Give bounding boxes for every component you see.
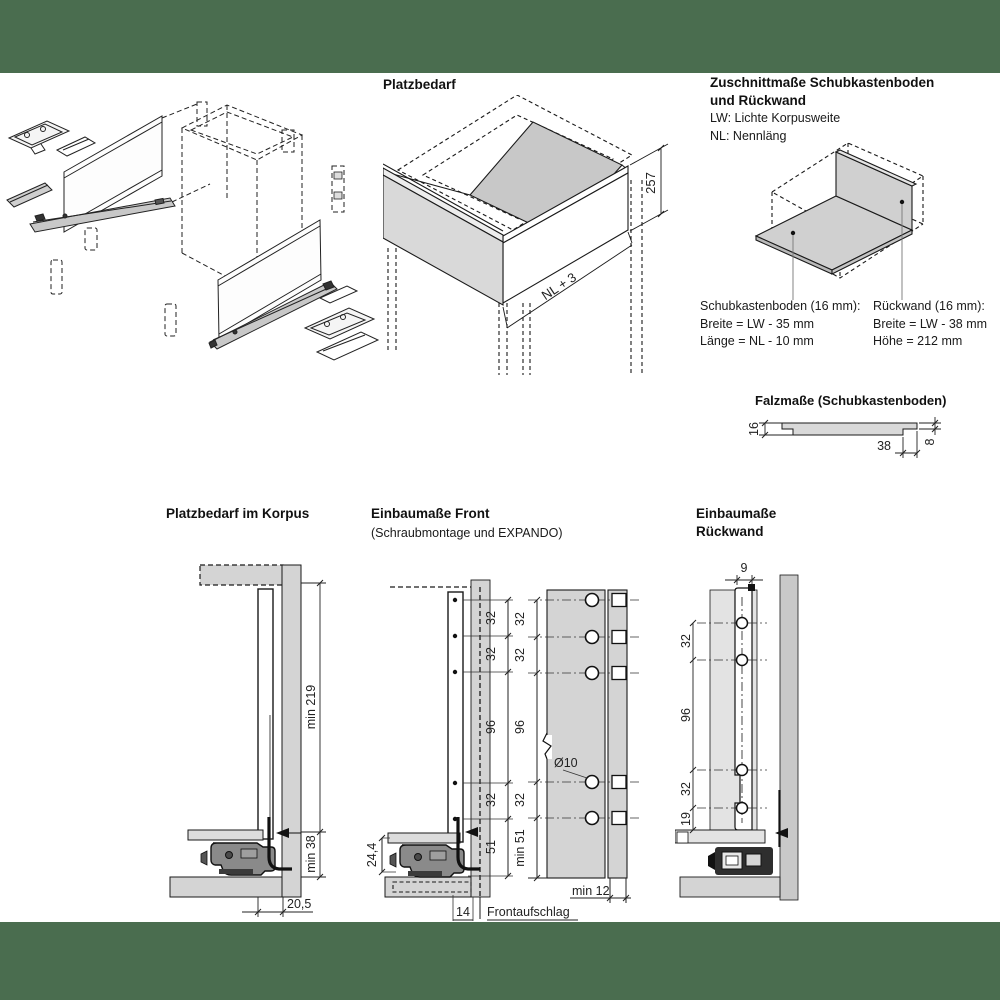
rueckwand-title-line2: Rückwand	[696, 524, 764, 539]
drawer-bottom-board	[188, 830, 263, 840]
dim-label-205: 20,5	[287, 897, 312, 911]
chain-label: 32	[513, 648, 527, 662]
dim-label-9: 9	[740, 561, 748, 575]
coupling-plate-left	[57, 137, 95, 156]
boden-breite: Breite = LW - 35 mm	[700, 316, 815, 331]
chain-label: 96	[513, 720, 527, 734]
dim-label-38: 38	[877, 439, 891, 453]
chain-label: 32	[513, 612, 527, 626]
front-title: Einbaumaße Front	[371, 506, 490, 521]
zuschnitt-diagram	[690, 140, 1000, 305]
falz-diagram	[745, 412, 960, 472]
dim-label-min12: min 12	[572, 884, 610, 898]
zuschnitt-title-line1: Zuschnittmaße Schubkastenboden	[710, 75, 935, 90]
chain-label: 19	[679, 812, 693, 826]
rueckwand-breite: Breite = LW - 38 mm	[873, 316, 988, 331]
dim-label-min219: min 219	[304, 684, 318, 730]
rueckwand-hoehe: Höhe = 212 mm	[873, 334, 963, 348]
board-fitting	[677, 832, 688, 843]
rueckwand-diagram	[675, 555, 805, 905]
drawer-runner	[390, 845, 464, 877]
drawer-side-profile	[448, 592, 463, 842]
chain-label: min 51	[513, 829, 527, 867]
front-panel-bar	[282, 565, 301, 897]
hole-diameter-label: Ø10	[554, 756, 578, 770]
zuschnitt-title-line2: und Rückwand	[710, 93, 807, 108]
dim-label-8: 8	[923, 438, 937, 446]
dim-label-244: 24,4	[365, 842, 379, 868]
boden-heading: Schubkastenboden (16 mm):	[700, 299, 861, 313]
header-band	[0, 0, 1000, 73]
rueckwand-spec	[873, 298, 1000, 351]
drawer-bottom-board	[388, 833, 460, 843]
chain-label: 32	[484, 611, 498, 625]
chain-label: 32	[484, 793, 498, 807]
chain-label: 51	[484, 840, 498, 854]
front-diagram	[360, 555, 652, 930]
chain-label: 96	[679, 708, 693, 722]
cabinet-rear-bar	[780, 575, 798, 900]
drawer-back-profile	[258, 589, 273, 839]
dim-label-257: 257	[643, 172, 658, 194]
falz-title: Falzmaße (Schubkastenboden)	[755, 393, 947, 408]
chain-label: 32	[679, 634, 693, 648]
front-subtitle: (Schraubmontage und EXPANDO)	[371, 526, 563, 540]
boden-laenge: Länge = NL - 10 mm	[700, 334, 814, 348]
chain-label: 32	[679, 782, 693, 796]
footer-band	[0, 922, 1000, 1000]
dim-label-min38: min 38	[304, 835, 318, 873]
platzbedarf-diagram	[383, 95, 673, 375]
zuschnitt-legend-lw: LW: Lichte Korpusweite	[710, 111, 841, 125]
bracket-hook	[748, 584, 755, 591]
cabinet-bottom-panel	[385, 877, 471, 897]
rueckwand-heading: Rückwand (16 mm):	[873, 299, 985, 313]
board-profile	[782, 423, 917, 435]
chain-label: 96	[484, 720, 498, 734]
drawer-bottom-board	[675, 830, 765, 843]
platzbedarf-title: Platzbedarf	[383, 77, 456, 92]
drawer-runner-end-view	[708, 847, 773, 875]
boden-spec	[700, 298, 875, 351]
rueckwand-title-line1: Einbaumaße	[696, 506, 777, 521]
rail-small-left	[7, 183, 52, 207]
korpus-diagram	[160, 555, 345, 925]
drawer-runner	[201, 843, 275, 875]
cabinet-bottom-panel	[170, 877, 282, 897]
dim-label-14: 14	[456, 905, 470, 919]
zuschnitt-legend-nl: NL: Nennläng	[710, 128, 787, 143]
cabinet-top-panel	[200, 565, 283, 585]
chain-label: 32	[513, 793, 527, 807]
chain-label: 32	[484, 647, 498, 661]
zuschnitt-header	[710, 74, 1000, 145]
exploded-view-illustration	[5, 88, 380, 373]
korpus-title: Platzbedarf im Korpus	[166, 506, 310, 521]
dim-label-16: 16	[747, 422, 761, 436]
cabinet-bottom-panel	[680, 877, 780, 897]
rueckwand-header	[696, 505, 776, 541]
dim-label-nl3: NL + 3	[538, 269, 579, 304]
frontaufschlag-label: Frontaufschlag	[487, 905, 570, 919]
